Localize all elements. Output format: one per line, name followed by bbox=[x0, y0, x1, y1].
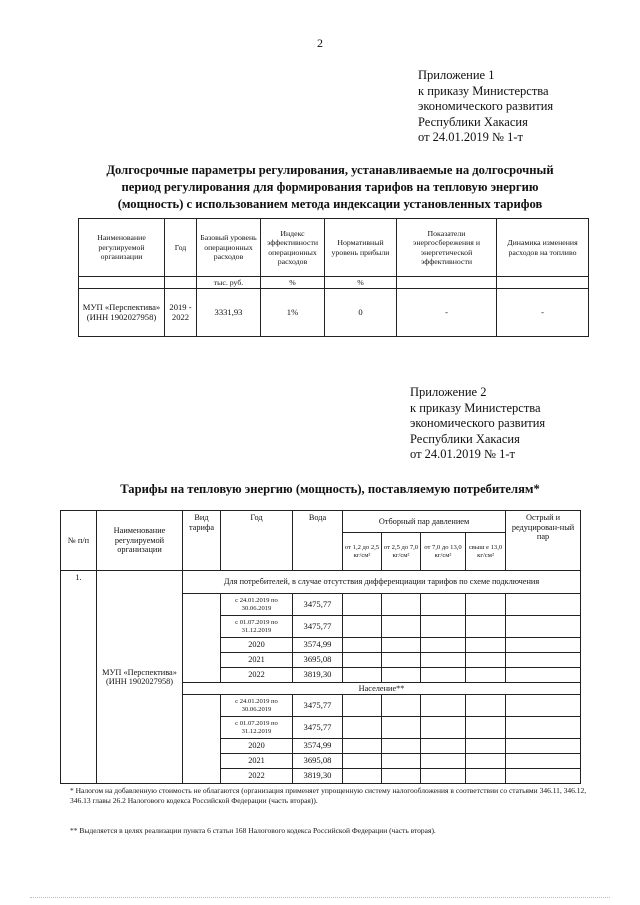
t1-base: 3331,93 bbox=[197, 289, 261, 337]
t2-header-water: Вода bbox=[293, 511, 343, 571]
t1-unit-profit: % bbox=[325, 277, 397, 289]
t2-s1-period-2: с 01.07.2019 по 31.12.2019 bbox=[221, 616, 293, 638]
t2-row-num: 1. bbox=[61, 571, 97, 784]
t2-s2-value-1: 3475,77 bbox=[293, 695, 343, 717]
t2-header-acute: Острый и редуцирован-ный пар bbox=[506, 511, 581, 571]
footnote-2: ** Выделяется в целях реализации пункта 6 статьи 168 Налогового кодекса Российской Федерации (часть вторая). bbox=[70, 826, 436, 835]
t2-section-1: Для потребителей, в случае отсутствия дифференциации тарифов по схеме подключения bbox=[183, 571, 581, 594]
t1-header-profit: Нормативный уровень прибыли bbox=[325, 219, 397, 277]
t2-s1-value-1: 3475,77 bbox=[293, 594, 343, 616]
t2-s2-period-2: с 01.07.2019 по 31.12.2019 bbox=[221, 717, 293, 739]
appendix-2-line3: экономического развития bbox=[410, 416, 546, 430]
appendix-2-header bbox=[410, 385, 625, 463]
appendix-2-line4: Республики Хакасия bbox=[410, 431, 520, 446]
t2-s1-period-1: с 24.01.2019 по 30.06.2019 bbox=[221, 594, 293, 616]
page-number: 2 bbox=[317, 36, 323, 50]
title-1-line2: период регулирования для формирования тарифов на тепловую энергию bbox=[121, 180, 539, 194]
appendix-1-line1: Приложение 1 bbox=[418, 68, 495, 82]
t2-s2-value-4: 3695,08 bbox=[293, 754, 343, 769]
title-2: Тарифы на тепловую энергию (мощность), поставляемую потребителям* bbox=[120, 482, 540, 496]
t2-org: МУП «Перспектива» (ИНН 1902027958) bbox=[97, 571, 183, 784]
t1-fuel: - bbox=[497, 289, 589, 337]
t2-header-num: № п/п bbox=[61, 511, 97, 571]
appendix-1-line5: от 24.01.2019 № 1-т bbox=[418, 130, 523, 144]
t1-year: 2019 - 2022 bbox=[165, 289, 197, 337]
t2-s1-period-3: 2020 bbox=[221, 638, 293, 653]
t1-energy: - bbox=[397, 289, 497, 337]
t2-s1-value-3: 3574,99 bbox=[293, 638, 343, 653]
t2-s1-period-5: 2022 bbox=[221, 668, 293, 683]
t2-s1-value-2: 3475,77 bbox=[293, 616, 343, 638]
appendix-2-line2: к приказу Министерства bbox=[410, 400, 541, 415]
t2-s2-value-3: 3574,99 bbox=[293, 739, 343, 754]
t1-header-base: Базовый уровень операционных расходов bbox=[197, 219, 261, 277]
appendix-1-header bbox=[418, 68, 628, 146]
scan-edge bbox=[30, 897, 610, 898]
appendix-1-line2: к приказу Министерства bbox=[418, 83, 549, 98]
t2-s2-period-3: 2020 bbox=[221, 739, 293, 754]
t2-s2-value-2: 3475,77 bbox=[293, 717, 343, 739]
t1-org: МУП «Перспектива» (ИНН 1902027958) bbox=[79, 289, 165, 337]
t1-data-row bbox=[79, 289, 589, 337]
t1-profit: 0 bbox=[325, 289, 397, 337]
t1-header-energy: Показатели энергосбережения и энергетической эффективности bbox=[397, 219, 497, 277]
t2-s2-period-4: 2021 bbox=[221, 754, 293, 769]
t2-s1-period-4: 2021 bbox=[221, 653, 293, 668]
t2-s2-period-5: 2022 bbox=[221, 769, 293, 784]
title-1 bbox=[60, 162, 600, 213]
t2-header-type: Вид тарифа bbox=[183, 511, 221, 571]
t2-header-p3: от 7,0 до 13,0 кг/см² bbox=[421, 533, 466, 571]
t2-s1-value-4: 3695,08 bbox=[293, 653, 343, 668]
footnote-1: * Налогом на добавленную стоимость не облагаются (организация применяет упрощенную систему налогообложения в соответствии со статьями 346.11, 346.12, 346.13 главы 26.2 Налогового кодекса Российской Федерации (часть вторая)). bbox=[70, 786, 587, 805]
t2-header-p1: от 1,2 до 2,5 кг/см² bbox=[343, 533, 382, 571]
t1-header-year: Год bbox=[165, 219, 197, 277]
tariffs-table bbox=[60, 510, 581, 784]
title-1-line3: (мощность) с использованием метода индексации установленных тарифов bbox=[117, 197, 543, 211]
t2-s1-value-5: 3819,30 bbox=[293, 668, 343, 683]
t2-header-p2: от 2,5 до 7,0 кг/см² bbox=[382, 533, 421, 571]
appendix-1-line4: Республики Хакасия bbox=[418, 114, 528, 129]
t2-header-p4: свыш е 13,0 кг/см² bbox=[466, 533, 506, 571]
t2-s2-period-1: с 24.01.2019 по 30.06.2019 bbox=[221, 695, 293, 717]
appendix-1-line3: экономического развития bbox=[418, 99, 554, 113]
t1-header-org: Наименование регулируемой организации bbox=[79, 219, 165, 277]
t1-header-fuel: Динамика изменения расходов на топливо bbox=[497, 219, 589, 277]
appendix-2-line5: от 24.01.2019 № 1-т bbox=[410, 447, 515, 461]
t1-unit-base: тыс. руб. bbox=[197, 277, 261, 289]
t2-header-steam: Отборный пар давлением bbox=[343, 511, 506, 533]
title-1-line1: Долгосрочные параметры регулирования, устанавливаемые на долгосрочный bbox=[106, 163, 554, 177]
t2-s2-value-5: 3819,30 bbox=[293, 769, 343, 784]
regulation-parameters-table bbox=[78, 218, 589, 337]
appendix-2-line1: Приложение 2 bbox=[410, 385, 487, 399]
t2-section-2: Население** bbox=[183, 683, 581, 695]
t2-header-org: Наименование регулируемой организации bbox=[97, 511, 183, 571]
t1-unit-index: % bbox=[261, 277, 325, 289]
t1-header-index: Индекс эффективности операционных расходов bbox=[261, 219, 325, 277]
t2-header-year: Год bbox=[221, 511, 293, 571]
t1-index: 1% bbox=[261, 289, 325, 337]
